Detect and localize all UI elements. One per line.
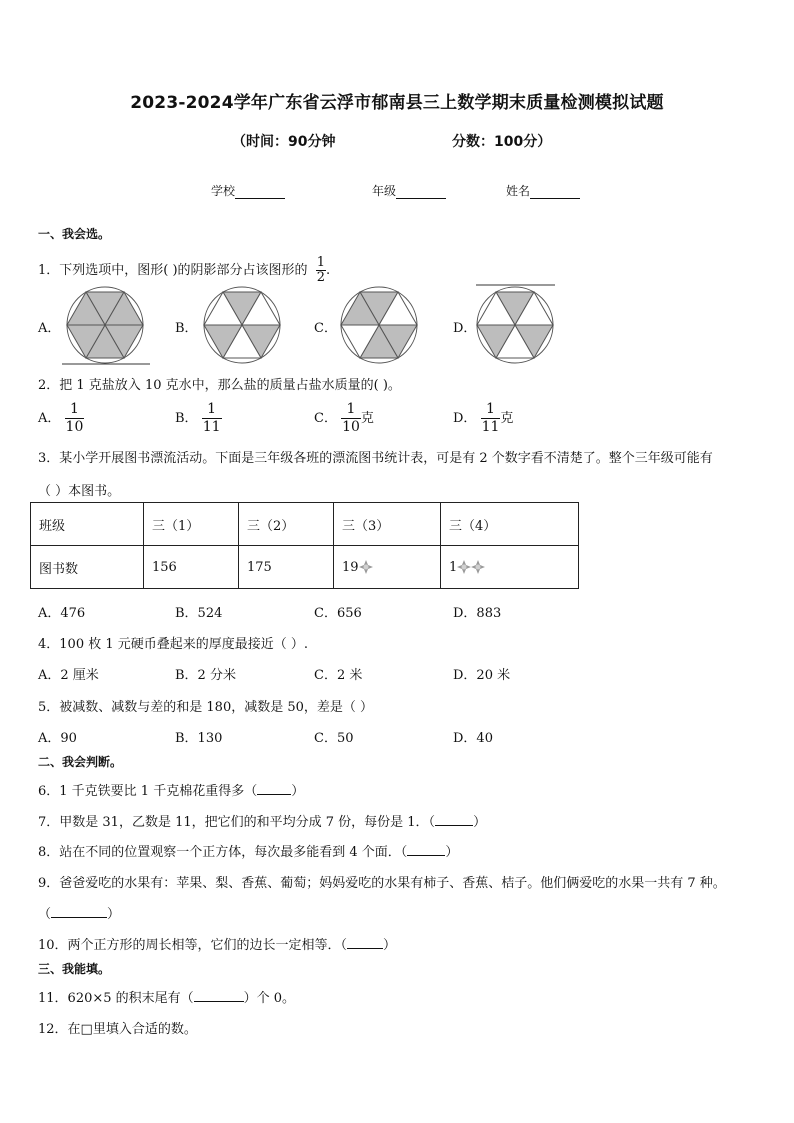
exam-time: （时间：90分钟 [232,134,336,150]
question-1-text: 1．下列选项中，图形( )的阴影部分占该图形的 [38,263,308,278]
section-heading-choice: 一、我会选。 [38,227,111,241]
answer-blank[interactable] [257,783,291,795]
fraction-numerator: 1 [346,401,356,417]
option-label: B． [175,411,198,426]
question-11-text: 11．620×5 的积末尾有（ [38,991,194,1006]
fraction-denominator: 11 [481,419,500,435]
school-label: 学校 [211,184,236,198]
paren-close: ） [445,845,459,860]
table-header-cell: 三（2） [239,503,334,546]
cell-visible-digits: 19 [342,559,359,575]
table-header-cell: 班级 [31,503,144,546]
q4-option-d[interactable]: D．20 米 [453,668,511,683]
paren-close: ） [107,907,121,922]
question-10-text: 10．两个正方形的周长相等，它们的边长一定相等．（ [38,938,348,953]
question-1-end: . [325,263,331,278]
paren-close: ） [383,938,397,953]
ink-smudge-icon [471,560,485,574]
q4-option-b[interactable]: B．2 分米 [175,668,236,683]
answer-blank[interactable] [51,906,107,918]
half-fraction [316,256,326,285]
q1-option-c-label[interactable]: C． [314,321,337,336]
fraction-numerator: 1 [207,401,217,417]
answer-blank[interactable] [407,844,445,856]
name-blank[interactable] [530,186,580,199]
answer-blank[interactable] [347,937,383,949]
answer-blank[interactable] [435,814,473,826]
q1-option-b-label[interactable]: B． [175,321,198,336]
school-field[interactable] [211,182,285,199]
q2-option-d[interactable] [453,401,513,436]
question-9-answer [38,903,120,922]
table-row-label: 图书数 [31,546,144,589]
table-cell: 156 [144,546,239,589]
question-5-text: 5．被减数、减数与差的和是 180，减数是 50，差是（ ） [38,700,374,715]
option-label: D． [453,411,477,426]
page-title: 2023-2024学年广东省云浮市郁南县三上数学期末质量检测模拟试题 [130,93,664,113]
hexagon-figure-b[interactable] [200,285,285,367]
question-2-text: 2．把 1 克盐放入 10 克水中，那么盐的质量占盐水质量的( )。 [38,378,401,393]
q3-option-c[interactable]: C．656 [314,606,362,621]
ink-smudge-icon [359,560,373,574]
table-row [31,546,579,589]
question-8 [38,841,458,860]
grade-blank[interactable] [396,186,446,199]
q5-option-b[interactable]: B．130 [175,731,223,746]
table-header-cell: 三（1） [144,503,239,546]
question-6-text: 6．1 千克铁要比 1 千克棉花重得多（ [38,784,258,799]
fraction-denominator: 10 [65,419,84,435]
cell-visible-digits: 1 [449,559,458,575]
q3-option-b[interactable]: B．524 [175,606,223,621]
table-header-cell: 三（4） [441,503,579,546]
q4-option-c[interactable]: C．2 米 [314,668,363,683]
grade-label: 年级 [372,184,397,198]
table-header-row [31,503,579,546]
grade-field[interactable] [372,182,446,199]
name-label: 姓名 [506,184,531,198]
option-label: C． [314,411,337,426]
name-field[interactable] [506,182,580,199]
answer-blank[interactable] [194,990,244,1002]
question-10 [38,934,396,953]
q5-option-a[interactable]: A．90 [38,731,77,746]
q1-option-a-label[interactable]: A． [38,321,61,336]
fraction-numerator: 1 [486,401,495,417]
question-8-text: 8．站在不同的位置观察一个正方体，每次最多能看到 4 个面．（ [38,845,408,860]
q2-option-b[interactable] [175,401,222,436]
table-cell-obscured [441,546,579,589]
option-fraction [202,401,222,436]
q2-option-a[interactable] [38,401,84,436]
question-3-text-line2: （ ）本图书。 [38,484,121,499]
ink-smudge-icon [457,560,471,574]
question-7 [38,811,486,830]
fraction-denominator: 10 [342,419,360,435]
section-heading-fill: 三、我能填。 [38,962,111,976]
option-label: A． [38,411,61,426]
question-6 [38,780,304,799]
hexagon-figure-d[interactable] [473,278,558,367]
fraction-numerator: 1 [69,401,79,417]
option-unit: 克 [360,411,374,426]
question-9-text: 9．爸爸爱吃的水果有：苹果、梨、香蕉、葡萄；妈妈爱吃的水果有柿子、香蕉、桔子。他们俩爱吃的水果一共有 7 种。 [38,876,726,891]
option-unit: 克 [500,411,514,426]
q4-option-a[interactable]: A．2 厘米 [38,668,99,683]
question-11 [38,987,295,1006]
section-heading-judge: 二、我会判断。 [38,755,123,769]
q1-option-d-label[interactable]: D． [453,321,477,336]
q3-option-a[interactable]: A．476 [38,606,86,621]
question-4-text: 4．100 枚 1 元硬币叠起来的厚度最接近（ ）. [38,637,309,652]
q5-option-c[interactable]: C．50 [314,731,354,746]
option-fraction [341,401,361,436]
paren-close: ） [473,815,487,830]
table-cell: 175 [239,546,334,589]
fraction-denominator: 2 [316,270,325,285]
question-12-text: 12．在□里填入合适的数。 [38,1022,197,1037]
question-3-text-line1: 3．某小学开展图书漂流活动。下面是三年级各班的漂流图书统计表，可是有 2 个数字看不清楚了。整个三年级可能有 [38,451,713,466]
q3-option-d[interactable]: D．883 [453,606,502,621]
book-count-table [30,502,579,589]
hexagon-figure-c[interactable] [337,285,422,367]
fraction-numerator: 1 [316,255,325,270]
q5-option-d[interactable]: D．40 [453,731,493,746]
question-11-end: ）个 0。 [243,991,296,1006]
q2-option-c[interactable] [314,401,374,436]
hexagon-figure-a[interactable] [58,285,153,367]
option-fraction [481,401,501,436]
table-header-cell: 三（3） [334,503,441,546]
question-1 [38,256,330,285]
table-cell-obscured [334,546,441,589]
question-7-text: 7．甲数是 31，乙数是 11，把它们的和平均分成 7 份，每份是 1．（ [38,815,436,830]
option-fraction [65,401,85,436]
paren-open: （ [38,907,52,922]
exam-score: 分数：100分） [452,134,552,150]
fraction-denominator: 11 [202,419,221,435]
school-blank[interactable] [235,186,285,199]
paren-close: ） [291,784,305,799]
